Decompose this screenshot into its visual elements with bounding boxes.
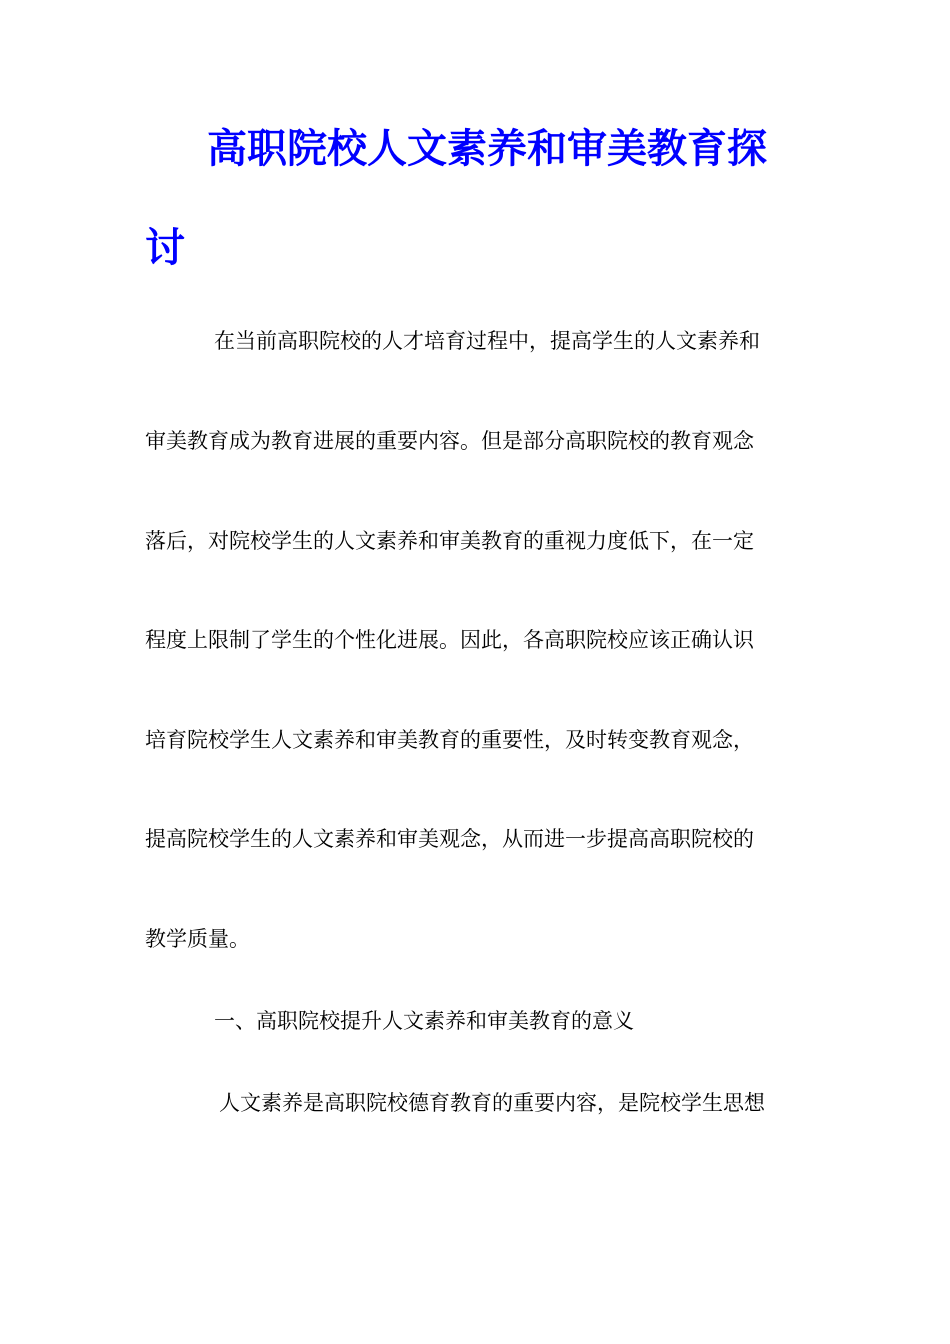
paragraph-1-line-2: 审美教育成为教育进展的重要内容。但是部分高职院校的教育观念 bbox=[145, 429, 754, 453]
document-title-line-1: 高职院校人文素养和审美教育探 bbox=[207, 125, 767, 172]
paragraph-1-line-5: 培育院校学生人文素养和审美教育的重要性，及时转变教育观念， bbox=[145, 728, 754, 752]
paragraph-1-line-4: 程度上限制了学生的个性化进展。因此，各高职院校应该正确认识 bbox=[145, 628, 754, 652]
paragraph-1-line-3: 落后，对院校学生的人文素养和审美教育的重视力度低下，在一定 bbox=[145, 529, 754, 553]
paragraph-1-line-6: 提高院校学生的人文素养和审美观念，从而进一步提高高职院校的 bbox=[145, 827, 754, 851]
section-heading-1: 一、高职院校提升人文素养和审美教育的意义 bbox=[214, 1009, 634, 1033]
document-title-line-2: 讨 bbox=[145, 224, 185, 271]
paragraph-1-line-1: 在当前高职院校的人才培育过程中，提高学生的人文素养和 bbox=[214, 329, 760, 353]
paragraph-2-line-1: 人文素养是高职院校德育教育的重要内容，是院校学生思想 bbox=[219, 1091, 765, 1115]
paragraph-1-line-7: 教学质量。 bbox=[145, 927, 250, 951]
